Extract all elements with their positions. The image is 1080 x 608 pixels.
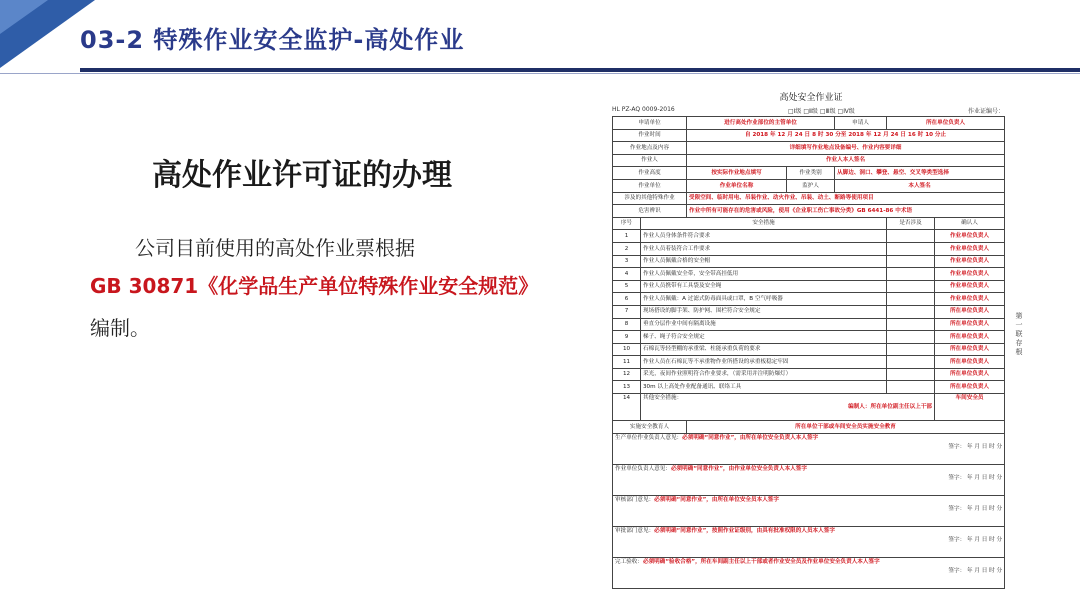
measure-row (613, 230, 1005, 243)
opinion-text: 必须明确“同意作业”，由所在单位安全负责人本人签字 (682, 434, 819, 441)
measure-no: 3 (613, 255, 641, 268)
measure-confirm: 作业单位负责人 (935, 280, 1005, 293)
measure-involved (887, 381, 935, 394)
measure-involved (887, 305, 935, 318)
table-row (613, 167, 1005, 180)
table-row (613, 192, 1005, 205)
col-header-measure: 安全措施 (641, 217, 887, 230)
measure-row-other (613, 394, 1005, 421)
hazard-label: 危害辨识 (613, 205, 687, 218)
height-label: 作业高度 (613, 167, 687, 180)
opinion-label: 作业单位负责人意见： (615, 465, 671, 472)
measure-row (613, 268, 1005, 281)
measure-text: 作业人员着装符合工作要求 (641, 242, 887, 255)
measure-no: 13 (613, 381, 641, 394)
measure-text: 梯子、绳子符合安全规定 (641, 331, 887, 344)
standard-reference: GB 30871《化学品生产单位特殊作业安全规范》 (90, 274, 539, 298)
measure-row (613, 255, 1005, 268)
section-heading: 高处作业许可证的办理 (152, 158, 452, 193)
table-row (613, 142, 1005, 155)
briefing-value: 所在单位干部或车间安全员实施安全教育 (687, 421, 1005, 434)
col-header-no: 序号 (613, 217, 641, 230)
measure-row (613, 356, 1005, 369)
form-meta (612, 106, 1004, 115)
measure-involved (887, 230, 935, 243)
opinion-label: 生产单位作业负责人意见： (615, 434, 683, 441)
opinion-text: 必须明确“同意作业”，按照作业证级别，由具有批准权限的人员本人签字 (654, 527, 835, 534)
measure-confirm: 所在单位负责人 (935, 305, 1005, 318)
form-title: 高处安全作业证 (779, 93, 843, 103)
height-value: 按实际作业地点填写 (687, 167, 787, 180)
measure-involved (887, 242, 935, 255)
measure-confirm: 作业单位负责人 (935, 255, 1005, 268)
briefing-label: 实施安全教育人 (613, 421, 687, 434)
opinion-cell (613, 433, 1005, 464)
time-label: 作业时间 (613, 129, 687, 142)
measure-no: 2 (613, 242, 641, 255)
sign-line: 签字： 年 月 日 时 分 (948, 475, 1003, 482)
measure-involved (887, 368, 935, 381)
other-measures-label: 其他安全措施： (643, 395, 683, 402)
col-header-involved: 是否涉及 (887, 217, 935, 230)
apply-unit-value: 进行高处作业部位的主管单位 (687, 117, 835, 130)
briefing-row (613, 421, 1005, 434)
measure-text: 作业人员携带有工具袋及安全绳 (641, 280, 887, 293)
measure-no: 7 (613, 305, 641, 318)
table-row (613, 129, 1005, 142)
opinion-row (613, 464, 1005, 495)
measure-text: 作业人员佩戴合格的安全帽 (641, 255, 887, 268)
sign-line: 签字： 年 月 日 时 分 (948, 506, 1003, 513)
applicant-value: 所在单位负责人 (887, 117, 1005, 130)
time-value: 自 2018 年 12 月 24 日 8 时 30 分至 2018 年 12 月 24 日 16 时 10 分止 (687, 129, 1005, 142)
measure-row (613, 280, 1005, 293)
measure-no: 14 (613, 394, 641, 421)
opinion-label: 审核部门意见： (615, 496, 655, 503)
measure-text: 石棉瓦等轻型棚的承重梁、柱能承重负荷的要求 (641, 343, 887, 356)
opinion-cell (613, 464, 1005, 495)
measure-involved (887, 343, 935, 356)
corner-decoration-light (0, 0, 48, 34)
measure-text: 作业人员身体条件符合要求 (641, 230, 887, 243)
measure-confirm: 所在单位负责人 (935, 318, 1005, 331)
measure-involved (887, 293, 935, 306)
measure-no: 6 (613, 293, 641, 306)
measure-confirm: 作业单位负责人 (935, 230, 1005, 243)
measure-row (613, 242, 1005, 255)
copy-note: 第一联 存根 (1015, 312, 1023, 356)
measure-text: 作业人员佩戴：A 过滤式防毒面具或口罩，B 空气呼吸器 (641, 293, 887, 306)
sign-line: 签字： 年 月 日 时 分 (948, 537, 1003, 544)
body-text-line-1: 公司目前使用的高处作业票根据 (135, 236, 415, 260)
measure-involved (887, 268, 935, 281)
measure-confirm: 所在单位负责人 (935, 356, 1005, 369)
unit-value: 作业单位名称 (687, 179, 787, 192)
body-text-line-3: 编制。 (90, 316, 150, 340)
table-row (613, 179, 1005, 192)
opinion-text: 必须明确“验收合格”，所在车间副主任以上干部或者作业安全员及作业单位安全负责人本人签字 (642, 558, 880, 565)
measure-involved (887, 356, 935, 369)
table-row (613, 117, 1005, 130)
measure-text: 作业人员在石棉瓦等不承重物作业所搭设的承重板稳定牢固 (641, 356, 887, 369)
measure-row (613, 305, 1005, 318)
measure-no: 9 (613, 331, 641, 344)
measure-no: 10 (613, 343, 641, 356)
worker-value: 作业人本人签名 (687, 154, 1005, 167)
measure-row (613, 368, 1005, 381)
measure-row (613, 381, 1005, 394)
opinion-label: 完工验收： (615, 558, 643, 565)
category-value: 从脚边、洞口、攀登、悬空、交叉等类型选择 (835, 167, 1005, 180)
opinion-cell (613, 526, 1005, 557)
sign-line: 签字： 年 月 日 时 分 (948, 444, 1003, 451)
measure-row (613, 331, 1005, 344)
opinion-row (613, 557, 1005, 588)
measure-no: 4 (613, 268, 641, 281)
opinion-row (613, 433, 1005, 464)
measure-confirm: 所在单位负责人 (935, 381, 1005, 394)
measure-text: 现场搭设的脚手架、防护网、围栏符合安全规定 (641, 305, 887, 318)
title-underline (80, 68, 1080, 72)
measure-no: 12 (613, 368, 641, 381)
title-underline-thin (0, 73, 1080, 74)
slide-title: 03-2 特殊作业安全监护-高处作业 (80, 26, 465, 54)
measure-no: 8 (613, 318, 641, 331)
measure-confirm: 作业单位负责人 (935, 268, 1005, 281)
measure-confirm: 所在单位负责人 (935, 368, 1005, 381)
location-label: 作业地点及内容 (613, 142, 687, 155)
table-row (613, 154, 1005, 167)
measure-involved (887, 255, 935, 268)
opinion-cell (613, 495, 1005, 526)
measure-no: 1 (613, 230, 641, 243)
measure-confirm: 作业单位负责人 (935, 293, 1005, 306)
measure-confirm: 所在单位负责人 (935, 331, 1005, 344)
measure-confirm: 作业单位负责人 (935, 242, 1005, 255)
measure-confirm: 车间安全员 (935, 394, 1005, 421)
opinion-label: 审批部门意见： (615, 527, 655, 534)
opinion-text: 必须明确“同意作业”，由作业单位安全负责人本人签字 (670, 465, 807, 472)
category-label: 作业类别 (787, 167, 835, 180)
compiler-note: 编制人：所在单位副主任以上干部 (848, 404, 933, 411)
measure-text: 30m 以上高处作业配备通讯、联络工具 (641, 381, 887, 394)
table-header-row (613, 217, 1005, 230)
location-value: 详细填写作业地点设备编号、作业内容要详细 (687, 142, 1005, 155)
applicant-label: 申请人 (835, 117, 887, 130)
apply-unit-label: 申请单位 (613, 117, 687, 130)
permit-table (612, 116, 1005, 589)
guardian-label: 监护人 (787, 179, 835, 192)
measure-involved (887, 331, 935, 344)
form-number-label: 作业证编号： (967, 108, 1004, 115)
opinion-row (613, 495, 1005, 526)
measure-text: 垂直分层作业中间有隔离设施 (641, 318, 887, 331)
measure-involved (887, 318, 935, 331)
other-work-label: 涉及的其他特殊作业 (613, 192, 687, 205)
measure-text: 作业人员佩戴安全带，安全带高挂低用 (641, 268, 887, 281)
sign-line: 签字： 年 月 日 时 分 (948, 568, 1003, 575)
measure-involved (887, 280, 935, 293)
measure-row (613, 343, 1005, 356)
hazard-value: 作业中所有可能存在的危害或风险，使用《企业职工伤亡事故分类》GB 6441-86 中术语 (687, 205, 1005, 218)
measure-no: 11 (613, 356, 641, 369)
form-code: HL PZ-AQ 0009-2016 (612, 106, 675, 113)
measure-row (613, 318, 1005, 331)
opinion-row (613, 526, 1005, 557)
form-levels: □Ⅰ级 □Ⅱ级 □Ⅲ级 □Ⅳ级 (787, 108, 855, 115)
measure-no: 5 (613, 280, 641, 293)
unit-label: 作业单位 (613, 179, 687, 192)
other-work-value: 受限空间、临时用电、吊装作业、动火作业、吊装、动土、断路等使用项目 (687, 192, 1005, 205)
col-header-confirmer: 确认人 (935, 217, 1005, 230)
measure-confirm: 所在单位负责人 (935, 343, 1005, 356)
worker-label: 作业人 (613, 154, 687, 167)
permit-form-image (612, 86, 1010, 586)
opinion-cell (613, 557, 1005, 588)
other-measures-cell (641, 394, 935, 421)
measure-text: 采光，夜间作业照明符合作业要求，（需采用并注明防爆灯） (641, 368, 887, 381)
measure-row (613, 293, 1005, 306)
table-row (613, 205, 1005, 218)
guardian-value: 本人签名 (835, 179, 1005, 192)
opinion-text: 必须明确“同意作业”，由所在单位安全员本人签字 (654, 496, 779, 503)
